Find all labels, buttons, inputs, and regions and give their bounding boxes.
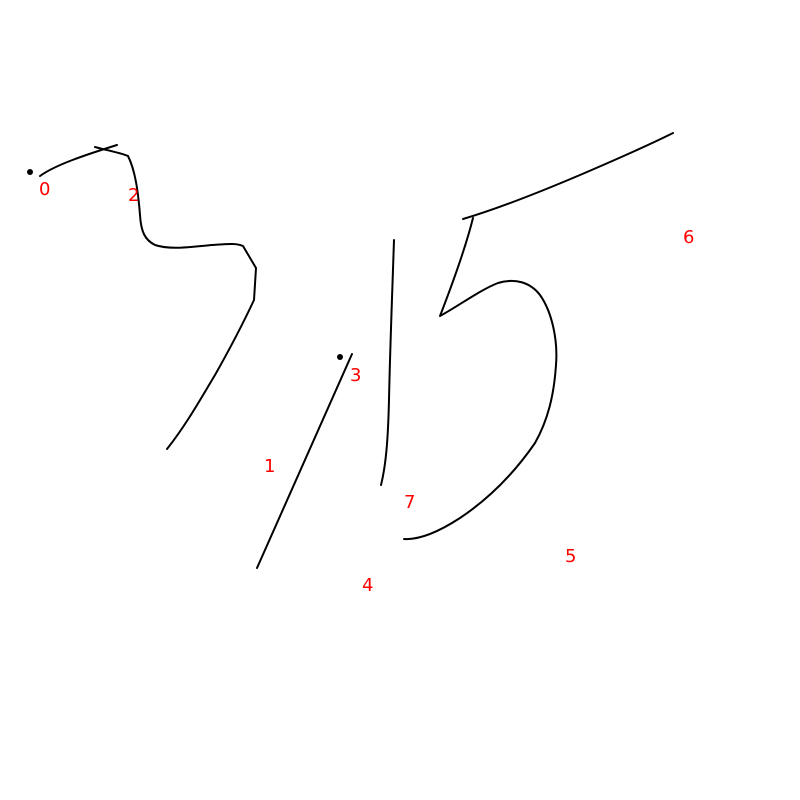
stroke-start-dot-2 [337, 354, 343, 360]
index-label: 2 [128, 185, 140, 206]
index-label: 5 [565, 546, 577, 567]
index-label: 4 [362, 575, 374, 596]
index-label: 7 [404, 492, 416, 513]
stroke-three-body [128, 156, 256, 449]
stroke-five-bowl [404, 218, 556, 539]
index-label: 6 [683, 227, 695, 248]
stroke-start-dot-1 [27, 169, 33, 175]
index-label: 3 [350, 365, 362, 386]
index-label: 0 [39, 179, 51, 200]
stroke-five-top [463, 133, 673, 219]
index-label: 1 [264, 456, 276, 477]
stroke-tick [95, 147, 128, 156]
stroke-vertical [381, 240, 394, 485]
